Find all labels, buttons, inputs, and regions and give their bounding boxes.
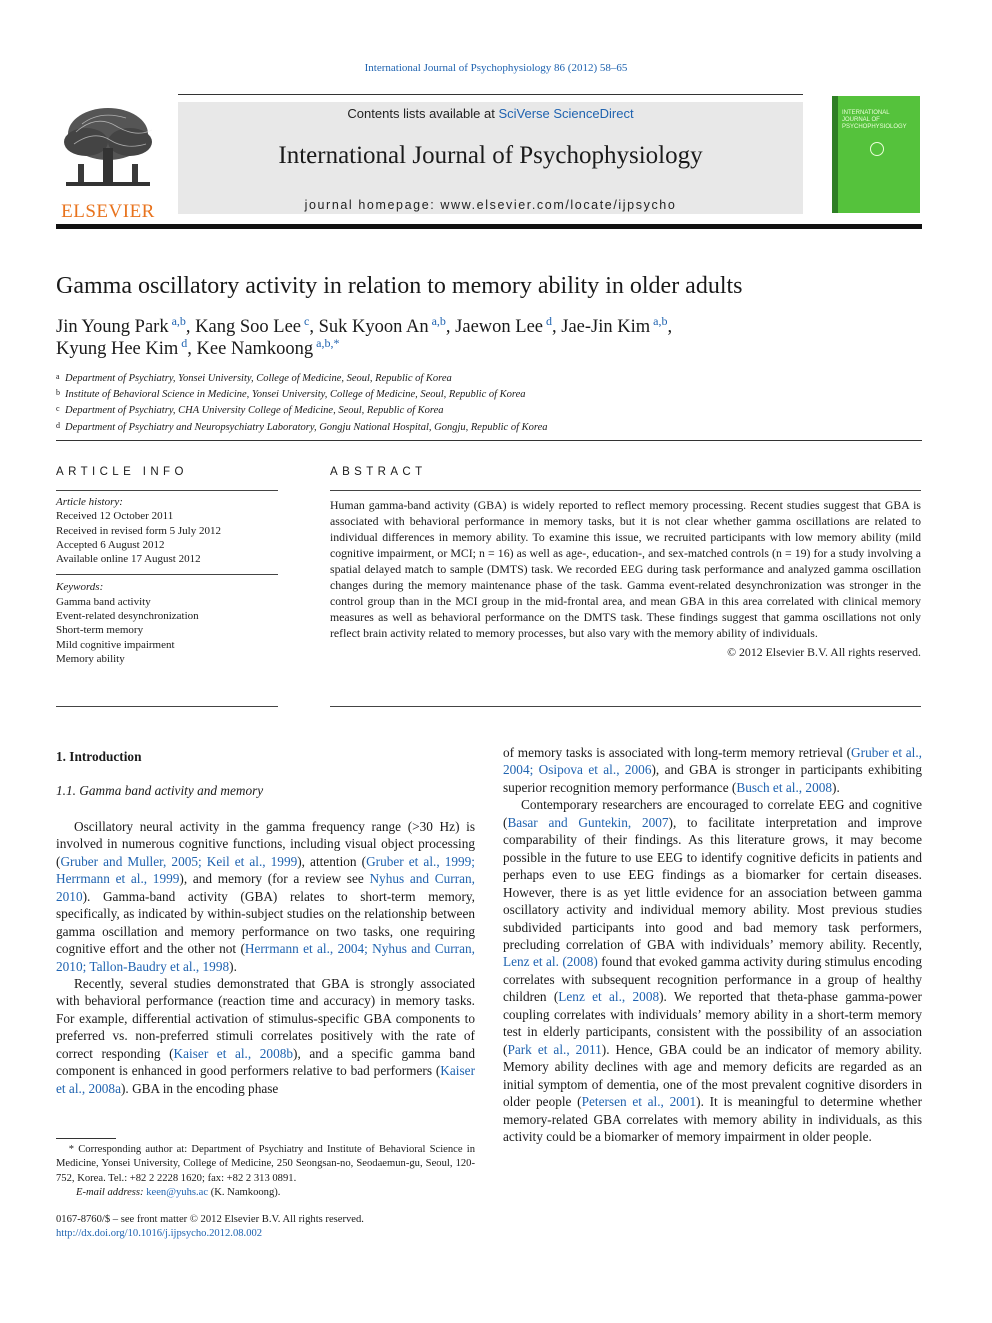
affiliation-letter: b: [56, 388, 60, 398]
abstract-copyright: © 2012 Elsevier B.V. All rights reserved.: [727, 645, 921, 659]
article-info-heading: ARTICLE INFO: [56, 466, 188, 478]
affiliation-divider: [56, 440, 922, 441]
article-history: [56, 491, 278, 566]
author-name: Jaewon Lee: [455, 317, 543, 337]
history-label: Article history:: [56, 496, 123, 508]
keyword-item: Short-term memory: [56, 624, 144, 637]
abstract-heading: ABSTRACT: [330, 466, 427, 478]
author-name: Jin Young Park: [56, 317, 169, 337]
citation-link[interactable]: Lenz et al. (2008): [503, 954, 598, 970]
author-affiliation-marker[interactable]: d: [543, 313, 552, 328]
keywords-label: Keywords:: [56, 581, 104, 594]
email-link[interactable]: keen@yuhs.ac: [146, 1186, 209, 1198]
body-paragraph: [503, 796, 922, 1145]
affiliation-list: [56, 370, 922, 435]
masthead-divider: [56, 224, 922, 229]
author-affiliation-marker[interactable]: a,b: [428, 313, 446, 328]
author-name: Kyung Hee Kim: [56, 339, 179, 359]
contents-availability: [178, 106, 803, 121]
author-affiliation-marker[interactable]: c: [301, 313, 310, 328]
author-affiliation-marker[interactable]: a,b: [650, 313, 668, 328]
left-paragraphs: [56, 818, 475, 1097]
paragraph-text: ).: [229, 958, 237, 974]
citation-link[interactable]: Kaiser et al., 2008a: [56, 1063, 475, 1096]
paragraph-text: of memory tasks is associated with long-term memory retrieval (: [503, 745, 852, 760]
paragraph-text: ). We reported that theta-phase gamma-power coupling correlates with individuals’ memory ability in a short-term memory test in elderly participants, consistent with the possibility of an association (: [503, 989, 922, 1057]
journal-cover-thumbnail[interactable]: [832, 96, 920, 213]
footnote-text: Corresponding author at: Department of Psychiatry and Institute of Behavioral Science in Medicine, Yonsei University, College of Medicine, 250 Seongsan-no, Seodaemun-gu, Seoul, 120-752, Korea. Tel.: +82 2 2228 1620; fax: +82 2 313 0891.: [56, 1144, 475, 1184]
citation-link[interactable]: Park et al., 2011: [507, 1041, 602, 1057]
journal-banner: [178, 102, 803, 214]
cover-spine-band: [832, 96, 838, 213]
banner-top-rule: [178, 94, 803, 95]
article-title: Gamma oscillatory activity in relation to memory ability in older adults: [56, 273, 743, 299]
paragraph-text: Contemporary researchers are encouraged to correlate EEG and cognitive (: [503, 797, 922, 830]
paragraph-text: ). Hence, GBA could be an indicator of memory ability. Memory ability declines with age and memory deficits are regarded as an initial symptom of dementia, one of the most prevalent cognitive disorders in older people (: [503, 1041, 922, 1110]
citation-link[interactable]: Basar and Guntekin, 2007: [507, 814, 669, 830]
contents-prefix: Contents lists available at: [347, 106, 499, 121]
affiliation-text: Department of Psychiatry, Yonsei University, College of Medicine, Seoul, Republic of Korea: [65, 373, 452, 384]
section-heading: 1. Introduction: [56, 749, 142, 764]
cover-emblem-icon: [870, 142, 884, 156]
body-column-right: [503, 744, 922, 1145]
citation-link[interactable]: Busch et al., 2008: [736, 779, 833, 795]
citation-link[interactable]: Gruber et al., 1999; Herrmann et al., 1999: [56, 853, 475, 887]
author-affiliation-marker[interactable]: d: [178, 335, 188, 350]
author-affiliation-marker[interactable]: a,b: [168, 313, 186, 328]
body-paragraph: [56, 818, 475, 975]
paragraph-text: ). Gamma-band activity (GBA) relates to short-term memory, specifically, as indicated by within-subject studies on the relationship between gamma oscillation and memory performance on two tasks, one requiring cognitive effort and the other not (: [56, 888, 475, 957]
author-list: Jin Young Park $^{a,b}$, Kang Soo Lee $^c$, Suk Kyoon An $^{a,b}$, Jaewon Lee $^d$, Jae-Jin Kim $^{a,b}$, Kyung Hee Kim $^d$, Kee Namkoong $^{a,b,*}$: [56, 313, 673, 359]
citation-link[interactable]: Herrmann et al., 2004; Nyhus and Curran, 2010; Tallon-Baudry et al., 1998: [56, 941, 475, 974]
history-item: Accepted 6 August 2012: [56, 538, 165, 551]
affiliation-text: Department of Psychiatry, CHA University College of Medicine, Seoul, Republic of Korea: [65, 405, 444, 417]
keyword-item: Memory ability: [56, 652, 125, 665]
article-info-panel: [56, 466, 278, 666]
journal-citation-header[interactable]: International Journal of Psychophysiology 86 (2012) 58–65: [364, 62, 628, 74]
history-item: Available online 17 August 2012: [56, 553, 201, 566]
email-suffix: (K. Namkoong).: [208, 1186, 281, 1198]
paragraph-text: ), and a specific gamma band component is enhanced in good performers relative to bad performers (: [56, 1045, 475, 1079]
author-name: Kang Soo Lee: [195, 317, 301, 337]
paragraph-text: ), attention (: [297, 853, 367, 869]
sciencedirect-link[interactable]: SciVerse ScienceDirect: [498, 106, 634, 121]
paragraph-text: Oscillatory neural activity in the gamma frequency range (>30 Hz) is involved in numerous cognitive functions, including visual object processing (: [56, 818, 475, 869]
affiliation-text: Department of Psychiatry and Neuropsychiatry Laboratory, Gongju National Hospital, Gongju, Republic of Korea: [65, 421, 548, 433]
affiliation-text: Institute of Behavioral Science in Medicine, Yonsei University, College of Medicine, Seoul, Republic of Korea: [65, 389, 526, 401]
footnote-mark: *: [68, 1144, 74, 1155]
affiliation-item: [56, 370, 922, 386]
author-name: Kee Namkoong: [196, 339, 314, 359]
subsection-heading: 1.1. Gamma band activity and memory: [56, 783, 264, 799]
author-name: Jae-Jin Kim: [561, 317, 651, 337]
cover-title: INTERNATIONAL JOURNAL OF PSYCHOPHYSIOLOGY: [842, 110, 907, 131]
citation-link[interactable]: Gruber et al., 2004; Osipova et al., 2006: [503, 745, 922, 778]
journal-title: International Journal of Psychophysiology: [278, 142, 703, 169]
author-name: Suk Kyoon An: [318, 317, 429, 337]
affiliation-letter: c: [56, 404, 60, 414]
journal-masthead: [56, 94, 922, 222]
citation-link[interactable]: Lenz et al., 2008: [558, 989, 660, 1005]
citation-link[interactable]: Nyhus and Curran, 2010: [56, 871, 475, 904]
affiliation-item: [56, 402, 922, 418]
keyword-item: Gamma band activity: [56, 595, 151, 608]
paragraph-text: ). It is meaningful to determine whether memory-related GBA correlates with memory ability in individuals, as this activity could be a biomarker of memory impairment in older people.: [503, 1094, 922, 1144]
citation-link[interactable]: Petersen et al., 2001: [581, 1094, 697, 1110]
abstract-rule: [330, 490, 921, 491]
affiliation-letter: d: [56, 420, 60, 430]
elsevier-tree-logo: [56, 104, 160, 222]
article-info-bottom-rule: [56, 706, 278, 707]
keyword-item: Event-related desynchronization: [56, 610, 199, 623]
journal-homepage[interactable]: journal homepage: www.elsevier.com/locate/ijpsycho: [304, 198, 677, 212]
body-paragraph: [503, 744, 922, 796]
history-item: Received in revised form 5 July 2012: [56, 524, 221, 537]
affiliation-item: [56, 386, 922, 402]
email-line: [56, 1186, 475, 1200]
citation-link[interactable]: Gruber and Muller, 2005; Keil et al., 1999: [60, 853, 298, 869]
abstract-bottom-rule: [330, 706, 921, 707]
corresponding-author-footnote: [56, 1143, 475, 1200]
paragraph-text: ), to facilitate interpretation and improve comparability of their findings. As this literature grows, it may become possible in the future to use EEG to identify cognitive deficits in patients and perhaps even to use EEG findings as a biomarker for certain diseases. However, there is as yet little evidence for an association between gamma oscillatory activity and individual memory ability. Most previous studies subdivided participants into good and bad memory task performers, precluding correlation of GBA with individuals’ memory ability. Recently,: [503, 814, 922, 952]
paragraph-text: ). GBA in the encoding phase: [121, 1080, 279, 1096]
history-item: Received 12 October 2011: [56, 510, 174, 523]
paragraph-text: ).: [832, 779, 840, 795]
abstract-text: Human gamma-band activity (GBA) is widely reported to reflect memory processing. Recent studies suggest that GBA is associated with behavioral performance in memory tasks, but it is not clear whether gamma oscillations are related to individual differences in memory ability. To examine this issue, we recruited participants with low memory ability (mild cognitive impairment, or MCI; n = 16) as well as age-, education-, and sex-matched controls (n = 19) for a study involving a spatial delayed match to sample (DMTS) task. We recorded EEG during task performance and analyzed gamma oscillation changes during the memory maintenance phase of the task. Gamma event-related desynchronization was stronger in the control group than in the MCI group in the mid-frontal area, and mean GBA in this area correlated with clinical memory measures as well as behavioral performance on the DMTS task. These findings suggest that gamma oscillations not only reflect brain activity related to memory processes, but also vary with the memory ability of individuals.: [330, 498, 921, 640]
doi-link[interactable]: http://dx.doi.org/10.1016/j.ijpsycho.2012.08.002: [56, 1228, 263, 1240]
paragraph-text: found that evoked gamma activity during stimulus encoding correlates with subsequent recognition performance in a group of healthy children (: [503, 954, 923, 1005]
abstract-panel: [330, 466, 921, 660]
issn-line: 0167-8760/$ – see front matter © 2012 Elsevier B.V. All rights reserved.: [56, 1214, 364, 1225]
paragraph-text: ), and memory (for a review see: [179, 871, 370, 887]
paragraph-text: Recently, several studies demonstrated that GBA is strongly associated with behavioral performance (reaction time and accuracy) in memory tasks. For example, differential activation of stimulus-specific GBA components to preferred vs. non-preferred stimuli correlates positively with the rate of correct responding (: [56, 975, 475, 1061]
email-label: E-mail address:: [76, 1186, 147, 1198]
affiliation-item: [56, 419, 922, 435]
right-paragraphs: [503, 744, 922, 1145]
author-affiliation-marker[interactable]: a,b,*: [313, 335, 340, 350]
body-paragraph: [56, 975, 475, 1097]
footnote-rule: [56, 1138, 116, 1139]
paragraph-text: ), and GBA is stronger in participants exhibiting superior recognition memory performance (: [503, 762, 922, 795]
affiliation-letter: a: [56, 372, 60, 381]
publisher-wordmark: ELSEVIER: [61, 201, 155, 222]
citation-link[interactable]: Kaiser et al., 2008b: [173, 1045, 294, 1061]
bottom-metadata: [56, 1213, 475, 1242]
keywords-list: [56, 575, 278, 666]
keyword-item: Mild cognitive impairment: [56, 638, 175, 651]
body-column-left: [56, 744, 475, 1097]
